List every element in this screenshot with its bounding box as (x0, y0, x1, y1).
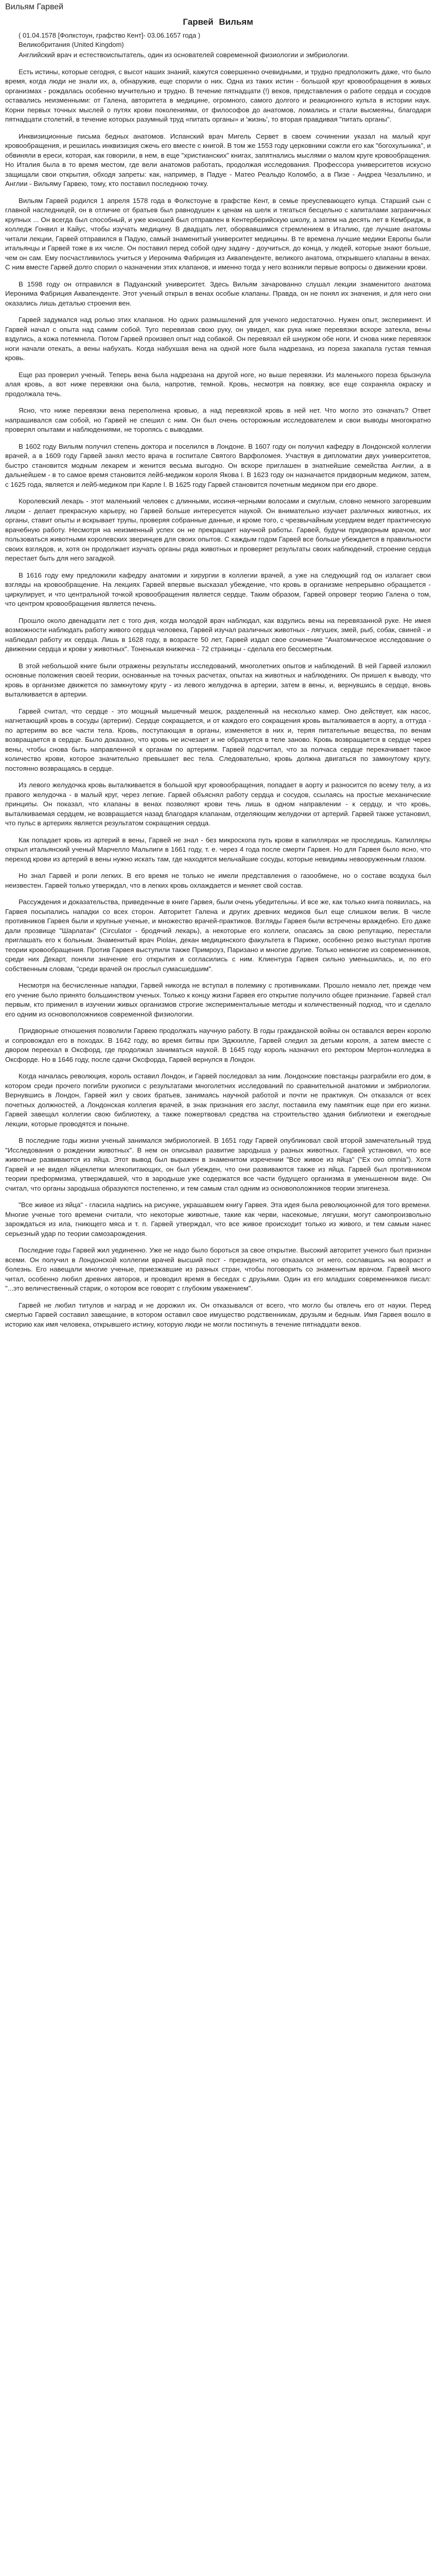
paragraph: Последние годы Гарвей жил уединенно. Уже не надо было бороться за свое открытие. Высокий авторитет ученого был признан всеми. Он получил в Лондонской коллегии врачей высший пост - президента, но отказался от него, сославшись на возраст и болезнь. Его навещали многие ученые, приезжавшие из разных стран, чтобы поговорить со знаменитым врачом. Гарвей много читал, особенно любил древних авторов, и проводил время в беседах с друзьями. Один из его младших современников писал: "...это величественный старик, о котором все говорят с глубоким уважением". (5, 1246, 431, 1292)
paragraph: Гарвей не любил титулов и наград и не дорожил их. Он отказывался от всего, что могло бы отвлечь его от науки. Перед смертью Гарвей составил завещание, в котором оставил свое имущество родственникам, друзьям и бедным. Имя Гарвея вошло в историю как имя человека, открывшего истину, которую люди не могли постигнуть в течение пятнадцати веков. (5, 1301, 431, 1328)
paragraph: Гарвей считал, что сердце - это мощный мышечный мешок, разделенный на несколько камер. Оно действует, как насос, нагнетающий кровь в сосуды (артерии). Сердце сокращается, и от каждого его сокращения кровь выталкивается в аорту, а оттуда - по артериям во все части тела. Кровь, поступающая в органы, изменяется в них и, теряя питательные вещества, по венам возвращается в сердце. Было доказано, что кровь не исчезает и не образуется в теле заново. Кровь возвращается в сердце через вены, чтобы снова быть направленной к органам по артериям. Гарвей подсчитал, что за полчаса сердце перекачивает такое количество крови, которое значительно превышает вес тела. Следовательно, кровь должна двигаться по замкнутому кругу, постоянно возвращаясь в сердце. (5, 707, 431, 772)
paragraph: Придворные отношения позволили Гарвею продолжать научную работу. В годы гражданской войны он оставался верен королю и сопровождал его в походах. В 1642 году, во время битвы при Эджхилле, Гарвей следил за детьми короля, а затем вместе с двором переехал в Оксфорд, где продолжал заниматься наукой. В 1645 году король назначил его ректором Мертон-колледжа в Оксфорде. Но в 1646 году, после сдачи Оксфорда, Гарвей вернулся в Лондон. (5, 1027, 431, 1063)
paragraph: Английский врач и естествоиспытатель, один из основателей современной физиологии и эмбриологии. (19, 51, 350, 59)
paragraph: Прошло около двенадцати лет с того дня, когда молодой врач наблюдал, как вздулись вены на перевязанной руке. Не имея возможности наблюдать работу живого сердца человека, Гарвей изучал различных животных - лягушек, змей, рыб, собак, свиней - и наблюдал работу их сердца. Лишь в 1628 году, в возрасте 50 лет, Гарвей издал свое сочинение "Анатомическое исследование о движении сердца и крови у животных". Тоненькая книжечка - 72 страницы - сделала его бессмертным. (5, 616, 431, 653)
paragraph: Есть истины, которые сегодня, с высот наших знаний, кажутся совершенно очевидными, и трудно предположить даже, что было время, когда люди не знали их, а, обнаружив, еще спорили о них. Одна из таких истин - большой круг кровообращения в живых организмах - рождалась особенно мучительно и трудно. В течение пятнадцати (!) веков, представления о работе сердца и сосудов оставались неизменными: от Галена, авторитета в медицине, огромного, самого долгого и реакционного культа в истории наук. Корни первых точных мыслей о путях крови поколениями, от философов до анатомов, ломались и стали высмеяны, благодаря пятнадцати столетий, в течение которых разумный труд «питать органы» и 'жизнь', то вторая правдивая "питать органы". (5, 67, 431, 123)
paragraph: Но знал Гарвей и роли легких. В его время не только не имели представления о газообмене, но о составе воздуха был неизвестен. Гарвей только утверждал, что в легких кровь охлаждается и меняет свой состав. (5, 872, 431, 889)
lifespan: ( 01.04.1578 [Фолкстоун, графство Кент]- 03.06.1657 года ) (19, 31, 201, 39)
paragraph: Несмотря на бесчисленные нападки, Гарвей никогда не вступал в полемику с противниками. Прошло немало лет, прежде чем его учение было принято большинством ученых. Только к концу жизни Гарвея его открытие получило общее признание. Гарвей стал первым, кто применил в изучении живых организмов строгие экспериментальные методы и количественный подход, что и сделало его одним из основоположников современной физиологии. (5, 981, 431, 1018)
document-header: Вильям Гарвей (5, 3, 64, 11)
paragraph: Рассуждения и доказательства, приведенные в книге Гарвея, были очень убедительны. И все же, как только книга появилась, на Гарвея посыпались нападки со всех сторон. Авторитет Галена и других древних медиков был еще слишком велик. В числе противников Гарвея были и крупные ученые, и множество врачей-практиков. Взгляды Гарвея были встречены враждебно. Его даже дали прозвище "Шарлатан" (Circulator - бродячий лекарь), а некоторые его коллеги, опасаясь за свою репутацию, перестали приглашать его к больным. Знаменитый врач Рiolан, декан медицинского факультета в Париже, особенно резко выступал против теории кровообращения. Против Гарвея выступили также Примроуз, Паризано и многие другие. Только немногие из современников, среди них Декарт, поняли значение его открытия и согласились с ним. Клиентура Гарвея сильно уменьшилась, и, по его собственным словам, "среди врачей он прослыл сумасшедшим". (5, 898, 431, 973)
paragraph: Инквизиционные письма бедных анатомов. Испанский врач Мигель Сервет в своем сочинении указал на малый круг кровообращения, и решилась инквизиция сжечь его вместе с книгой. В том же 1553 году церковники сожгли его как "богохульника", и обвиняли в ереси, которая, как говорили, в нем, в еще "христианских" книгах, запятнались мыслями о малом круге кровообращения. Но Италия была в то время местом, где вели анатомов работать, продолжая исследования. Профессора университетов искусно защищали свои открытия, обходя запреты: как, например, в Падуе - Матео Реальдо Коломбо, а в Пизе - Андреа Чезальпино, и Англии - Вильяму Гарвею, тому, кто поставил последнюю точку. (5, 132, 431, 188)
paragraph: Ясно, что ниже перевязки вена переполнена кровью, а над перевязкой кровь в ней нет. Что могло это означать? Ответ напрашивался сам собой, но Гарвей не спешил с ним. Он был очень осторожным исследователем и свои выводы многократно проверял опытами и наблюдениями, не торопясь с выводами. (5, 406, 431, 433)
paragraph: Когда началась революция, король оставил Лондон, и Гарвей последовал за ним. Лондонские повстанцы разграбили его дом, в котором среди прочего погибли рукописи с результатами многолетних исследований по сравнительной анатомии и эмбриологии. Вернувшись в Лондон, Гарвей жил у своих братьев, занимаясь научной работой и почти не практикуя. Он отказался от всех почетных должностей, а Лондонская коллегия врачей, в знак признания его заслуг, поставила ему памятник еще при его жизни. Гарвей завещал коллегии свою библиотеку, а также пожертвовал средства на строительство здания библиотеки и ежегодные лекции, которые проводятся и поныне. (5, 1072, 431, 1128)
paragraph: В 1616 году ему предложили кафедру анатомии и хирургии в коллегии врачей, а уже на следующий год он излагает свои взгляды на кровообращение. На лекциях Гарвей впервые высказал убеждение, что кровь в организме непрерывно обращается - циркулирует, и что центральной точкой кровообращения является сердце. Таким образом, Гарвей опроверг теорию Галена о том, что центром кровообращения является печень. (5, 571, 431, 607)
paragraph: Королевский лекарь - этот маленький человек с длинными, иссиня-черными волосами и смуглым, словно немного загоревшим лицом - делает прекрасную карьеру, но Гарвей больше интересуется наукой. Он внимательно изучает различных животных, их органы, ставит опыты и вскрывает трупы, проверяя собранные данные, и кроме того, с чрезвычайным усердием ведет практическую врачебную работу. Несмотря на неизменный успех он не прекращает научной работы. Гарвей, будучи придворным врачом, мог пользоваться животными королевских зверинцев для своих опытов. С каждым годом Гарвей все больше убеждается в правильности своих взглядов, и, хотя он продолжает изучать органы ряда животных и проверяет результаты своих наблюдений, строение сердца перестает быть для него загадкой. (5, 497, 431, 562)
article-body (5, 50, 431, 1329)
page-title: Гарвей Вильям (183, 17, 253, 27)
paragraph: Из левого желудочка кровь выталкивается в большой круг кровообращения, попадает в аорту и разносится по всему телу, а из правого желудочка - в малый круг, через легкие. Гарвей объяснял работу сердца и сосудов, ссылаясь на простые механические принципы. Он показал, что клапаны в венах позволяют крови течь лишь в одном направлении - к сердцу, и что кровь, выталкиваемая сердцем, не возвращается назад благодаря клапанам, отделяющим желудочки от артерий. Гарвей также установил, что пульс в артериях является результатом сокращения сердца. (5, 781, 431, 827)
paragraph: В 1602 году Вильям получил степень доктора и поселился в Лондоне. В 1607 году он получил кафедру в Лондонской коллегии врачей, а в 1609 году Гарвей занял место врача в госпитале Святого Варфоломея. Участвуя в дипломатии двух университетов, быстро становится модным лекарем и женится весьма выгодно. Он вскоре приглашен в знатнейшие семейства Англии, а в дальнейшем - в то самое время становится лейб-медиком короля Якова I. В 1623 году он назначается придворным медиком, затем, с 1625 года, является и лейб-медиком при Карле I. В 1625 году Гарвей становится почетным медиком при его дворе. (5, 442, 431, 488)
paragraph: Гарвей задумался над ролью этих клапанов. Но одних размышлений для ученого недостаточно. Нужен опыт, эксперимент. И Гарвей начал с опыта над самим собой. Туго перевязав свою руку, он увидел, как рука ниже перевязки вскоре затекла, вены вздулись, а кожа потемнела. Потом Гарвей произвел опыт над собакой. Он перевязал ей шнурком обе ноги. И снова ниже перевязок ноги начали отекать, а вены набухать. Когда набухшая вена на одной ноге была надрезана, из пореза закапала густая темная кровь. (5, 316, 431, 362)
country: Великобритания (United Kingdom) (19, 41, 124, 48)
paragraph: В 1598 году он отправился в Падуанский университет. Здесь Вильям зачарованно слушал лекции знаменитого анатома Иеронима Фабриция Аквапенденте. Этот ученый открыл в венах особые клапаны. Правда, он не понял их значения, и для него они оказались лишь деталью строения вен. (5, 280, 431, 307)
paragraph: В последние годы жизни ученый занимался эмбриологией. В 1651 году Гарвей опубликовал свой второй замечательный труд "Исследования о рождении животных". В нем он описывал развитие зародыша у разных животных. Гарвей установил, что все животные развиваются из яйца. Этот вывод был выражен в знаменитом изречении "Все живое из яйца" ("Ex ovo omnia"). Хотя Гарвей и не видел яйцеклетки млекопитающих, он был убежден, что они развиваются также из яйца. Гарвей был противником теории преформизма, утверждавшей, что в зародыше уже содержатся все части будущего организма в уменьшенном виде. Он считал, что органы зародыша образуются постепенно, и тем самым стал одним из основоположников теории эпигенеза. (5, 1137, 431, 1192)
paragraph: Как попадает кровь из артерий в вены, Гарвей не знал - без микроскопа путь крови в капиллярах не проследишь. Капилляры открыл итальянский ученый Марчелло Мальпиги в 1661 году, т. е. через 4 года после смерти Гарвея. Но для Гарвея было ясно, что переход крови из артерий в вены нужно искать там, где находятся мельчайшие сосуды, которые невидимы невооруженным глазом. (5, 836, 431, 863)
paragraph: "Все живое из яйца" - гласила надпись на рисунке, украшавшем книгу Гарвея. Эта идея была революционной для того времени. Многие ученые того времени считали, что некоторые животные, такие как черви, насекомые, лягушки, могут самопроизвольно зарождаться из ила, гниющего мяса и т. п. Гарвей утверждал, что все живое происходит только из живого, и тем самым нанес серьезный удар по теории самозарождения. (5, 1201, 431, 1238)
paragraph: Вильям Гарвей родился 1 апреля 1578 года в Фолкстоуне в графстве Кент, в семье преуспевающего купца. Старший сын с главной наследницей, он в отличие от братьев был равнодушен к ценам на шелк и тягаться бесцельно с капиталами заграничных крупных ... Он всегда был способный, и уже юношей был отправлен в Кентерберийскую школу, а затем на десять лет в Кембридж, в колледж Гонвил и Кайус, чтобы изучать медицину. В двадцать лет, оборвавшимся стремлением в Италию, где лучшие анатомы читали лекции, Гарвей отправился в Падую, самый знаменитый университет медицины. В те времена лучшие медики Европы были итальянцы и Гарвей тоже в их числе. Он поставил перед собой одну задачу - доучиться, до конца, у людей, которые знают больше, чем он сам. Ему посчастливилось учиться у Иеронима Фабриция из Аквапенденте, великого анатома, открывшего клапаны в венах. С ним вместе Гарвей долго спорил о назначении этих клапанов, и именно тогда у него возникли первые вопросы о движении крови. (5, 196, 431, 271)
paragraph: Еще раз проверил ученый. Теперь вена была надрезана на другой ноге, но выше перевязки. Из маленького пореза брызнула алая кровь, а вот ниже перевязки она была, напротив, темной. Кровь, несмотря на повязку, все еще сохраняла окраску и продолжала течь. (5, 370, 431, 398)
paragraph: В этой небольшой книге были отражены результаты исследований, многолетних опытов и наблюдений. В ней Гарвей изложил основные положения своей теории, основанные на точных расчетах, опытах на животных и наблюдениях. Он пришел к выводу, что кровь в организме движется по замкнутому кругу - из левого желудочка в артерии, затем в вены, и, вернувшись в сердце, вновь выталкивается в артерии. (5, 662, 431, 698)
